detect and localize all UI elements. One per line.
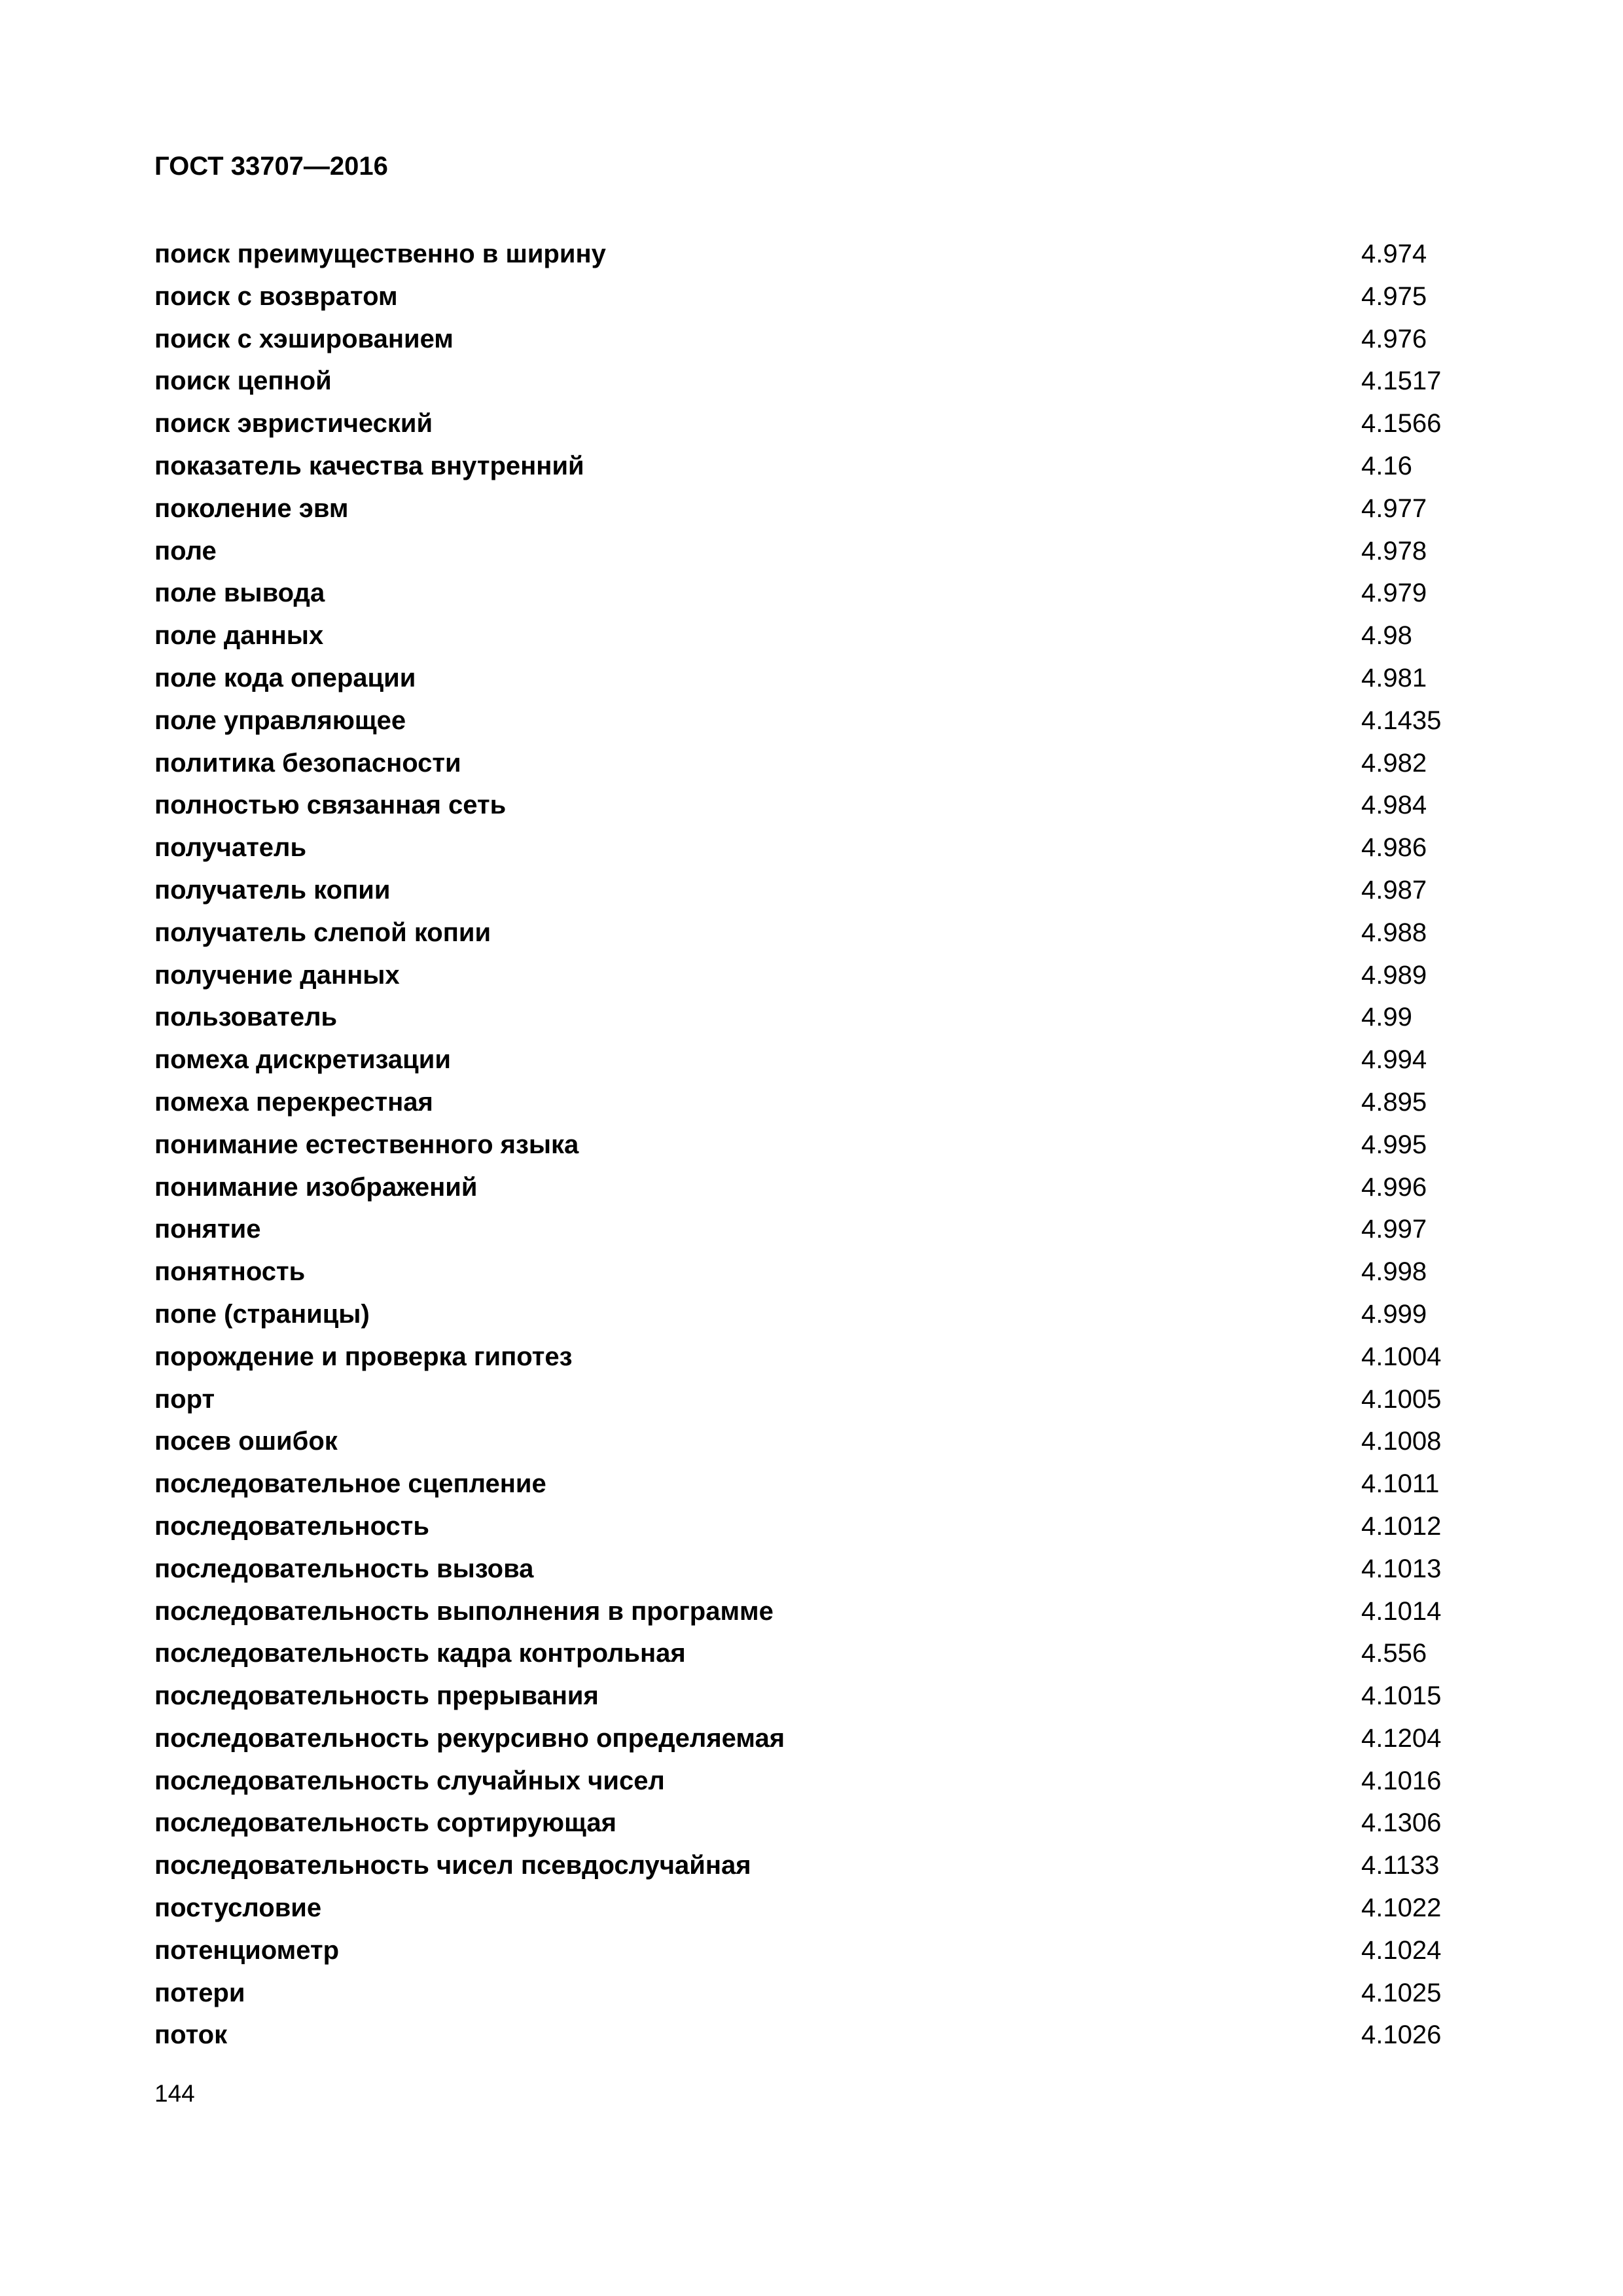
index-entry xyxy=(154,1423,1470,1465)
index-reference: 4.1024 xyxy=(1361,1935,1442,1965)
index-entry xyxy=(154,533,1470,575)
index-term: поле данных xyxy=(154,621,324,651)
index-term: помеха дискретизации xyxy=(154,1045,451,1075)
index-entry xyxy=(154,829,1470,872)
index-term: пользователь xyxy=(154,1003,338,1032)
index-entry xyxy=(154,1635,1470,1677)
index-entry xyxy=(154,2017,1470,2059)
index-entry xyxy=(154,1041,1470,1084)
index-reference: 4.1022 xyxy=(1361,1893,1442,1923)
index-term: получатель слепой копии xyxy=(154,918,491,947)
index-entry xyxy=(154,1084,1470,1126)
index-reference: 4.982 xyxy=(1361,748,1427,778)
index-reference: 4.995 xyxy=(1361,1130,1427,1159)
index-reference: 4.997 xyxy=(1361,1215,1427,1244)
index-entry xyxy=(154,660,1470,702)
index-entry xyxy=(154,1296,1470,1338)
index-term: поле кода операции xyxy=(154,663,416,692)
index-term: последовательность кадра контрольная xyxy=(154,1639,686,1668)
index-term: последовательность прерывания xyxy=(154,1681,599,1711)
index-entry xyxy=(154,278,1470,321)
index-term: получатель копии xyxy=(154,875,391,905)
index-entry xyxy=(154,321,1470,363)
index-reference: 4.974 xyxy=(1361,240,1427,268)
index-term: поле управляющее xyxy=(154,706,406,735)
index-entry xyxy=(154,1677,1470,1720)
index-term: потери xyxy=(154,1978,245,2007)
index-reference: 4.1004 xyxy=(1361,1342,1442,1371)
index-reference: 4.1008 xyxy=(1361,1427,1442,1456)
index-term: последовательное сцепление xyxy=(154,1469,546,1499)
index-entry xyxy=(154,490,1470,533)
index-entry xyxy=(154,787,1470,829)
index-entry xyxy=(154,1169,1470,1211)
index-reference: 4.1014 xyxy=(1361,1596,1442,1626)
index-term: поиск с возвратом xyxy=(154,281,398,311)
index-term: последовательность случайных чисел xyxy=(154,1766,665,1795)
index-entry xyxy=(154,914,1470,957)
index-reference: 4.977 xyxy=(1361,493,1427,523)
index-term: попе (страницы) xyxy=(154,1299,370,1329)
index-entry xyxy=(154,1847,1470,1890)
index-reference: 4.987 xyxy=(1361,875,1427,905)
page-number: 144 xyxy=(154,2080,195,2107)
index-entry xyxy=(154,575,1470,617)
index-term: показатель качества внутренний xyxy=(154,451,584,480)
index-reference: 4.1517 xyxy=(1361,367,1442,396)
index-entry xyxy=(154,1465,1470,1508)
index-term: понимание изображений xyxy=(154,1172,478,1202)
index-entry xyxy=(154,236,1470,278)
index-entry xyxy=(154,1763,1470,1805)
index-entry xyxy=(154,1720,1470,1763)
index-term: поток xyxy=(154,2020,228,2050)
index-term: получение данных xyxy=(154,960,400,990)
index-reference: 4.998 xyxy=(1361,1257,1427,1287)
index-term: поколение эвм xyxy=(154,493,349,523)
index-reference: 4.1566 xyxy=(1361,409,1442,439)
index-entry xyxy=(154,617,1470,660)
document-header: ГОСТ 33707—2016 xyxy=(154,152,388,181)
index-entry xyxy=(154,999,1470,1041)
index-term: полностью связанная сеть xyxy=(154,791,507,820)
index-entry xyxy=(154,1551,1470,1593)
index-reference: 4.989 xyxy=(1361,960,1427,990)
index-reference: 4.1011 xyxy=(1361,1469,1440,1499)
index-entry xyxy=(154,1211,1470,1253)
index-term: последовательность рекурсивно определяемая xyxy=(154,1723,785,1753)
index-entry xyxy=(154,872,1470,914)
index-reference: 4.996 xyxy=(1361,1172,1427,1202)
index-entry xyxy=(154,1593,1470,1636)
index-reference: 4.895 xyxy=(1361,1087,1427,1117)
index-reference: 4.1013 xyxy=(1361,1554,1442,1583)
index-term: последовательность выполнения в программе xyxy=(154,1596,774,1626)
index-reference: 4.1025 xyxy=(1361,1978,1442,2007)
index-reference: 4.1204 xyxy=(1361,1723,1442,1753)
index-entry xyxy=(154,405,1470,448)
index-entry xyxy=(154,1932,1470,1975)
index-entry xyxy=(154,363,1470,405)
index-reference: 4.1016 xyxy=(1361,1766,1442,1795)
index-reference: 4.999 xyxy=(1361,1299,1427,1329)
index-term: порт xyxy=(154,1384,215,1414)
index-entry xyxy=(154,1253,1470,1296)
index-term: порождение и проверка гипотез xyxy=(154,1342,573,1371)
index-reference: 4.1133 xyxy=(1361,1851,1440,1880)
index-entry xyxy=(154,1890,1470,1932)
index-term: постусловие xyxy=(154,1893,322,1923)
index-term: понимание естественного языка xyxy=(154,1130,579,1159)
index-term: поиск эвристический xyxy=(154,409,433,439)
index-term: политика безопасности xyxy=(154,748,461,778)
index-term: поле вывода xyxy=(154,579,325,608)
index-reference: 4.16 xyxy=(1361,451,1412,480)
index-term: поиск цепной xyxy=(154,367,332,396)
index-reference: 4.975 xyxy=(1361,281,1427,311)
index-term: посев ошибок xyxy=(154,1427,338,1456)
index-reference: 4.979 xyxy=(1361,579,1427,608)
index-term: понятность xyxy=(154,1257,306,1287)
index-entry xyxy=(154,1508,1470,1551)
index-reference: 4.994 xyxy=(1361,1045,1427,1075)
index-term: помеха перекрестная xyxy=(154,1087,433,1117)
index-term: поле xyxy=(154,536,217,565)
index-reference: 4.976 xyxy=(1361,324,1427,353)
index-reference: 4.986 xyxy=(1361,833,1427,863)
index-entry xyxy=(154,1975,1470,2017)
index-term: последовательность вызова xyxy=(154,1554,534,1583)
index-reference: 4.1015 xyxy=(1361,1681,1442,1711)
index-reference: 4.1026 xyxy=(1361,2020,1442,2050)
index-entry xyxy=(154,702,1470,745)
index-term: последовательность чисел псевдослучайная xyxy=(154,1851,751,1880)
index-reference: 4.98 xyxy=(1361,621,1412,651)
index-term: последовательность сортирующая xyxy=(154,1808,616,1838)
index-term: понятие xyxy=(154,1215,261,1244)
index-term: поиск с хэшированием xyxy=(154,324,454,353)
index-entry xyxy=(154,1381,1470,1424)
index-entry xyxy=(154,1338,1470,1381)
index-reference: 4.99 xyxy=(1361,1003,1412,1032)
index-entry xyxy=(154,957,1470,999)
index-reference: 4.556 xyxy=(1361,1639,1427,1668)
index-reference: 4.981 xyxy=(1361,663,1427,692)
index-entry xyxy=(154,745,1470,787)
index-reference: 4.1306 xyxy=(1361,1808,1442,1838)
index-reference: 4.984 xyxy=(1361,791,1427,820)
index-reference: 4.978 xyxy=(1361,536,1427,565)
index-entry xyxy=(154,1126,1470,1169)
index-term: потенциометр xyxy=(154,1935,340,1965)
index-reference: 4.988 xyxy=(1361,918,1427,947)
index-reference: 4.1435 xyxy=(1361,706,1442,735)
index-reference: 4.1012 xyxy=(1361,1511,1442,1541)
index-entry xyxy=(154,1804,1470,1847)
index-entry xyxy=(154,448,1470,490)
term-index-list xyxy=(154,236,1470,2059)
index-reference: 4.1005 xyxy=(1361,1384,1442,1414)
index-term: поиск преимущественно в ширину xyxy=(154,240,606,268)
index-term: последовательность xyxy=(154,1511,429,1541)
index-term: получатель xyxy=(154,833,307,863)
